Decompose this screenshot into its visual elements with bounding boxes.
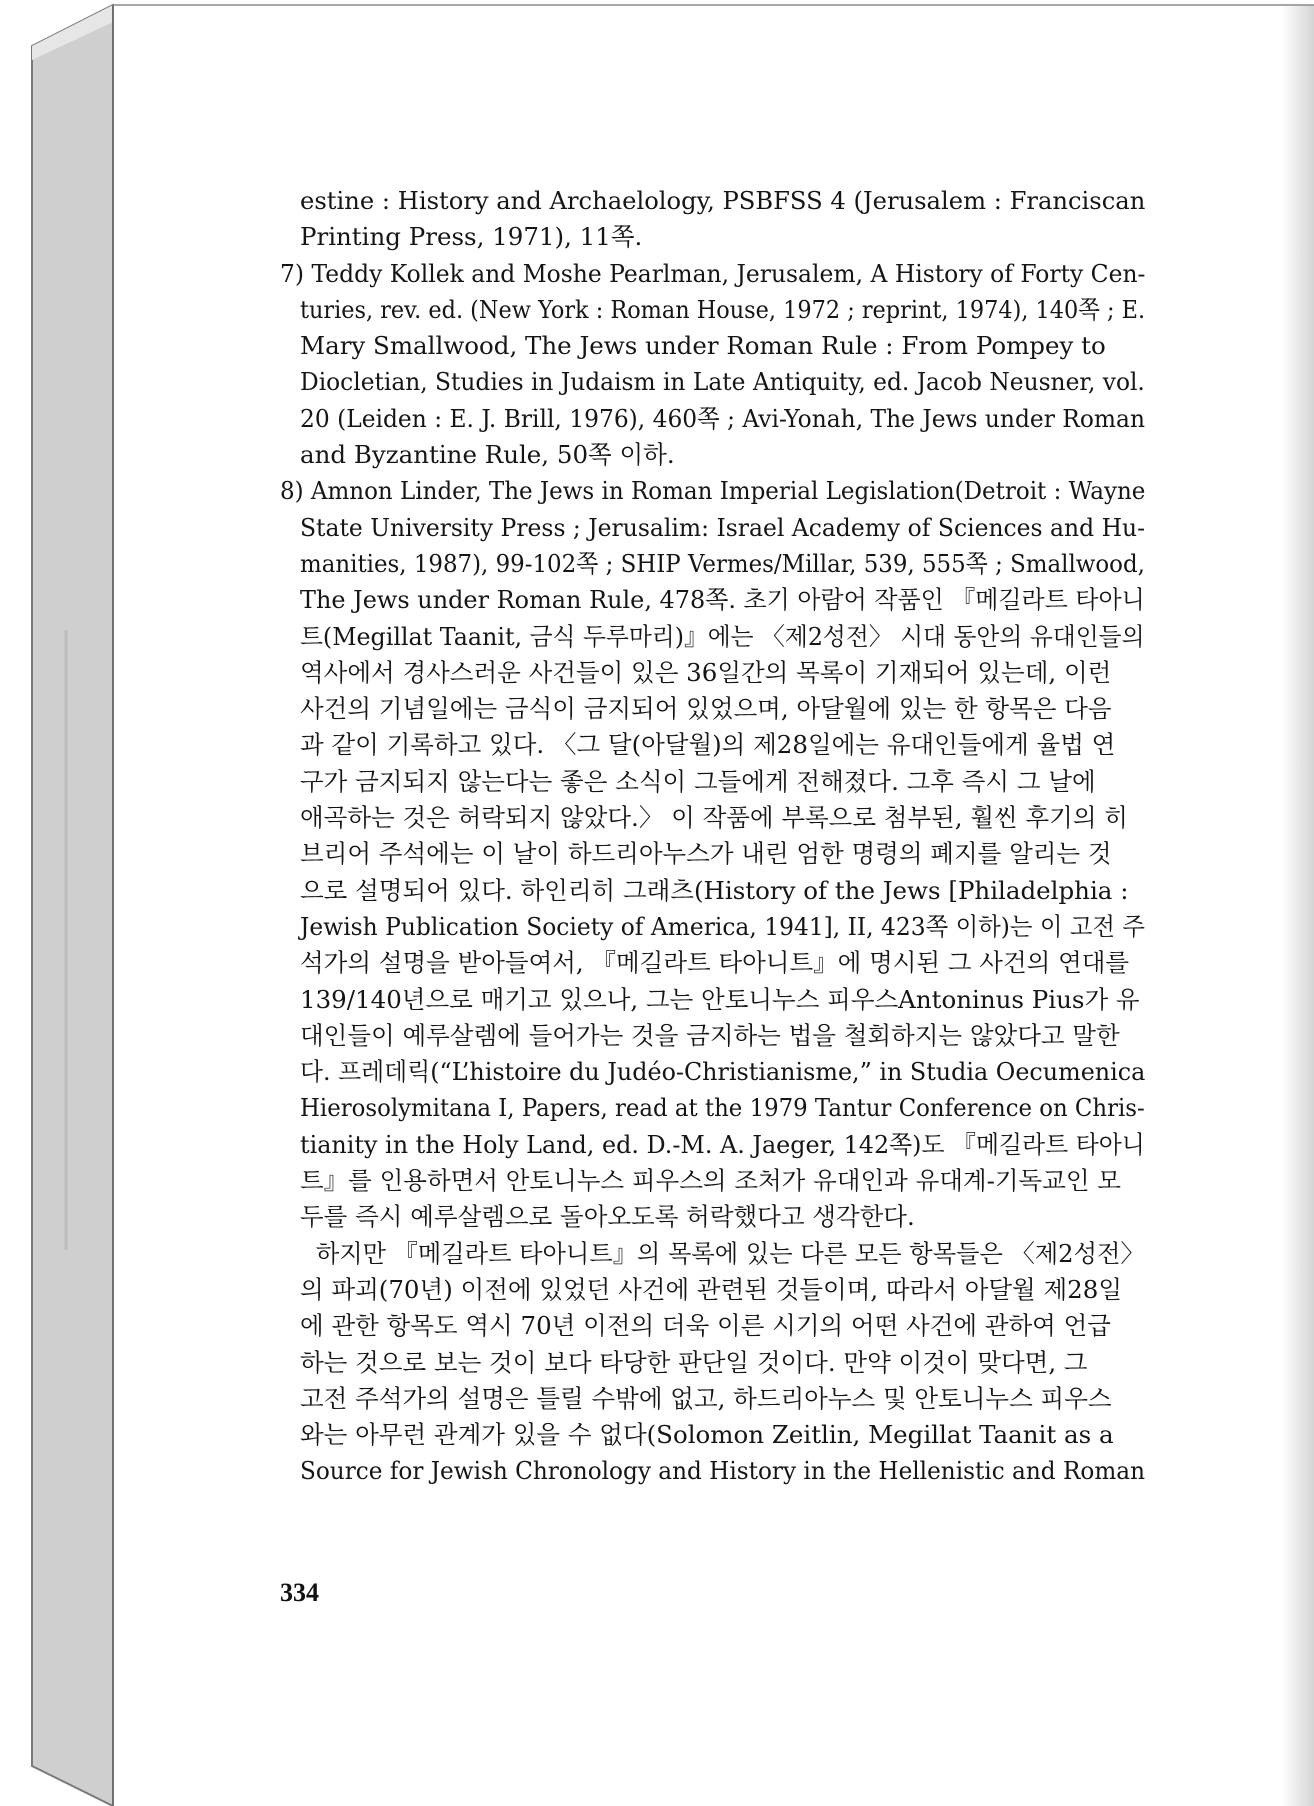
- text-line: 대인들이 예루살렘에 들어가는 것을 금지하는 법을 철회하지는 않았다고 말한: [300, 1020, 1120, 1050]
- text-line: manities, 1987), 99-102쪽 ; SHIP Vermes/Millar, 539, 555쪽 ; Smallwood,: [300, 548, 1145, 578]
- text-line: Mary Smallwood, The Jews under Roman Rule : From Pompey to: [300, 331, 1106, 361]
- text-line: 으로 설명되어 있다. 하인리히 그래츠(History of the Jews [Philadelphia :: [300, 875, 1129, 905]
- text-line: estine : History and Archaelology, PSBFSS 4 (Jerusalem : Franciscan: [300, 186, 1146, 215]
- book-spine: [32, 5, 113, 1806]
- text-line: 20 (Leiden : E. J. Brill, 1976), 460쪽 ; Avi-Yonah, The Jews under Roman: [300, 403, 1145, 433]
- page-body: [280, 183, 1146, 1490]
- text-line: Source for Jewish Chronology and History in the Hellenistic and Roman: [300, 1456, 1146, 1486]
- text-line: 구가 금지되지 않는다는 좋은 소식이 그들에게 전해졌다. 그후 즉시 그 날에: [300, 766, 1096, 796]
- text-line: 사건의 기념일에는 금식이 금지되어 있었으며, 아달월에 있는 한 항목은 다음: [300, 694, 1112, 724]
- page-fore-edge: [1282, 5, 1314, 1806]
- text-line: 하는 것으로 보는 것이 보다 타당한 판단일 것이다. 만약 이것이 맞다면, 그: [300, 1347, 1088, 1377]
- text-line: 에 관한 항목도 역시 70년 이전의 더욱 이른 시기의 어떤 사건에 관하여 언급: [300, 1311, 1111, 1341]
- text-line: 애곡하는 것은 허락되지 않았다.〉 이 작품에 부록으로 첨부된, 훨씬 후기의 히: [300, 803, 1128, 833]
- text-line: 트』를 인용하면서 안토니누스 피우스의 조처가 유대인과 유대계-기독교인 모: [300, 1166, 1121, 1196]
- text-line: 다. 프레데릭(“L’histoire du Judéo-Christianisme,” in Studia Oecumenica: [300, 1057, 1146, 1087]
- text-line: 와는 아무런 관계가 있을 수 없다(Solomon Zeitlin, Megillat Taanit as a: [300, 1420, 1114, 1450]
- text-line: The Jews under Roman Rule, 478쪽. 초기 아람어 작품인 『메길라트 타아니: [300, 585, 1145, 615]
- text-line: 역사에서 경사스러운 사건들이 있은 36일간의 목록이 기재되어 있는데, 이런: [300, 657, 1112, 687]
- text-line: 브리어 주석에는 이 날이 하드리아누스가 내린 엄한 명령의 폐지를 알리는 것: [300, 839, 1112, 869]
- text-line: 의 파괴(70년) 이전에 있었던 사건에 관련된 것들이며, 따라서 아달월 제28일: [300, 1274, 1123, 1304]
- text-line: 석가의 설명을 받아들여서, 『메길라트 타아니트』에 명시된 그 사건의 연대를: [300, 948, 1130, 978]
- text-line: 139/140년으로 매기고 있으나, 그는 안토니누스 피우스Antoninus Pius가 유: [300, 984, 1140, 1014]
- footnote-7-line: 7) Teddy Kollek and Moshe Pearlman, Jerusalem, A History of Forty Cen-: [280, 258, 1146, 288]
- paragraph-start-line: 하지만 『메길라트 타아니트』의 목록에 있는 다른 모든 항목들은 〈제2성전〉: [315, 1238, 1145, 1268]
- text-line: Jewish Publication Society of America, 1941], II, 423쪽 이하)는 이 고전 주: [300, 911, 1145, 941]
- text-line: 두를 즉시 예루살렘으로 돌아오도록 허락했다고 생각한다.: [300, 1202, 915, 1232]
- text-line: 트(Megillat Taanit, 금식 두루마리)』에는 〈제2성전〉 시대 동안의 유대인들의: [300, 621, 1145, 651]
- text-line: Hierosolymitana I, Papers, read at the 1979 Tantur Conference on Chris-: [300, 1093, 1145, 1123]
- text-line: 과 같이 기록하고 있다. 〈그 달(아달월)의 제28일에는 유대인들에게 율법 연: [300, 730, 1116, 760]
- text-line: 고전 주석가의 설명은 틀릴 수밖에 없고, 하드리아누스 및 안토니누스 피우스: [300, 1383, 1112, 1413]
- text-line: and Byzantine Rule, 50쪽 이하.: [300, 440, 675, 470]
- text-line: turies, rev. ed. (New York : Roman House, 1972 ; reprint, 1974), 140쪽 ; E.: [300, 294, 1146, 324]
- text-line: State University Press ; Jerusalim: Israel Academy of Sciences and Hu-: [300, 512, 1146, 542]
- text-line: Printing Press, 1971), 11쪽.: [300, 222, 643, 252]
- page-number: 334: [280, 1578, 319, 1607]
- text-line: Diocletian, Studies in Judaism in Late Antiquity, ed. Jacob Neusner, vol.: [300, 367, 1145, 397]
- footnote-8-line: 8) Amnon Linder, The Jews in Roman Imperial Legislation(Detroit : Wayne: [280, 476, 1146, 506]
- text-line: tianity in the Holy Land, ed. D.-M. A. Jaeger, 142쪽)도 『메길라트 타아니: [300, 1129, 1145, 1159]
